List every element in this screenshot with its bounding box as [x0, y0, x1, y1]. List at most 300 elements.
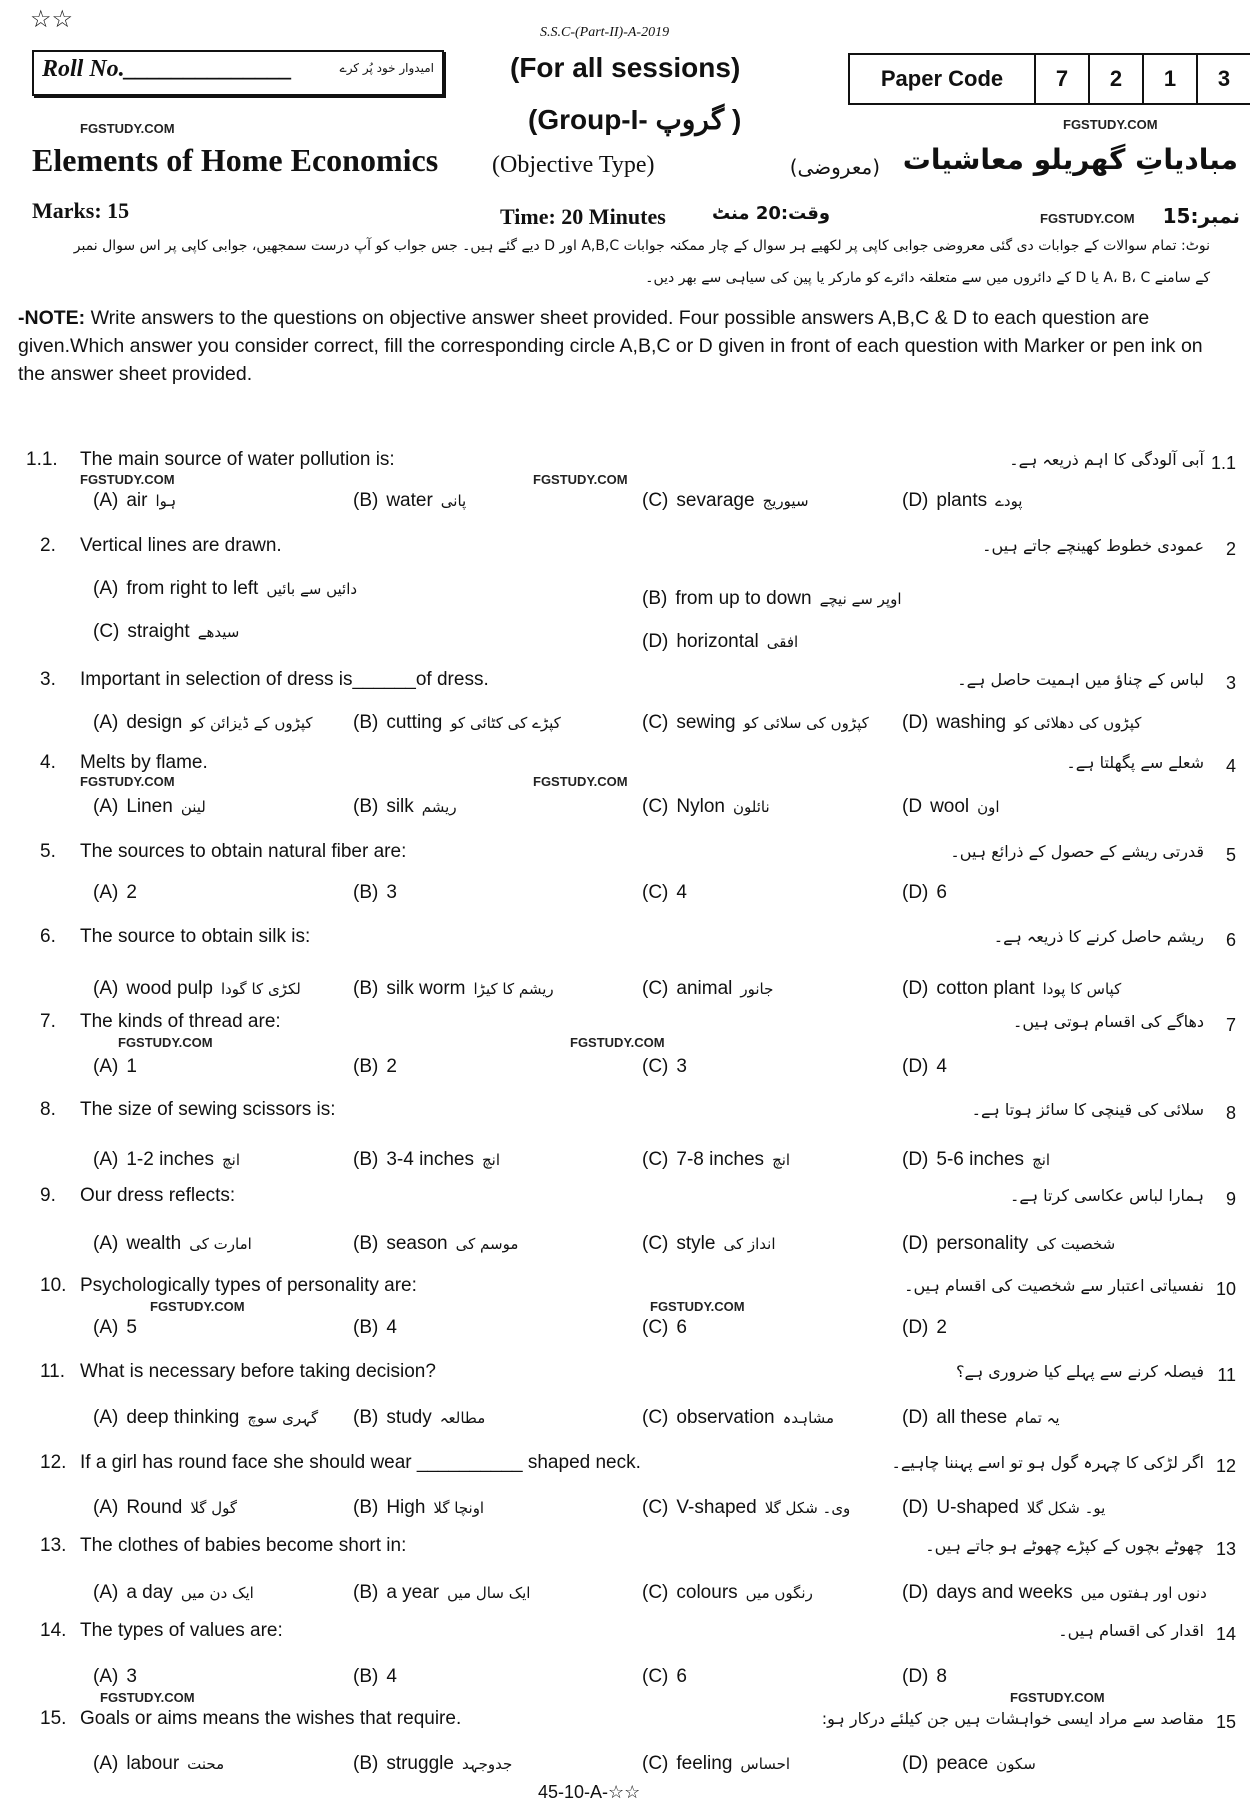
answer-option: [93, 1233, 252, 1255]
question-text-urdu: آبی آلودگی کا اہم ذریعہ ہے۔: [1009, 450, 1204, 469]
option-text-urdu: انداز کی: [723, 1235, 776, 1253]
option-letter: (C): [642, 1407, 669, 1428]
option-letter: (C): [642, 712, 669, 733]
option-text: personality: [936, 1233, 1029, 1254]
option-letter: (B): [353, 712, 379, 733]
question-text: Psychologically types of personality are:: [80, 1275, 417, 1296]
question-number-urdu: 11: [1217, 1365, 1236, 1385]
option-letter: (A): [93, 1582, 119, 1603]
option-letter: (A): [93, 1753, 119, 1774]
option-letter: (A): [93, 1149, 119, 1170]
question-number-urdu: 2: [1225, 539, 1236, 559]
question-text-urdu: لباس کے چناؤ میں اہمیت حاصل ہے۔: [957, 670, 1204, 689]
option-letter: (B): [353, 1753, 379, 1774]
option-text-urdu: مشاہدہ: [782, 1409, 835, 1427]
sessions-label: (For all sessions): [510, 52, 741, 83]
question-text-urdu: سلائی کی قینچی کا سائز ہوتا ہے۔: [971, 1100, 1204, 1119]
question-number-urdu: 9: [1225, 1189, 1236, 1209]
paper-code-label: Paper Code: [850, 55, 1036, 103]
option-letter: (A): [93, 1666, 119, 1687]
watermark: FGSTUDY.COM: [150, 1299, 245, 1314]
option-letter: (A): [93, 1056, 119, 1077]
option-text: peace: [936, 1753, 989, 1774]
option-text-urdu: امارت کی: [189, 1235, 252, 1253]
watermark: FGSTUDY.COM: [533, 472, 628, 487]
objective-type-label: (Objective Type): [492, 152, 655, 178]
question-number: 3.: [40, 669, 56, 690]
answer-option: [642, 712, 869, 734]
answer-option: [642, 1582, 813, 1604]
question-number-urdu: 5: [1225, 845, 1236, 865]
option-text-urdu: پودے: [995, 492, 1023, 510]
answer-option: [642, 978, 773, 1000]
question-text-urdu: قدرتی ریشے کے حصول کے ذرائع ہیں۔: [950, 842, 1204, 861]
option-letter: (D): [902, 882, 929, 903]
option-letter: (B): [353, 882, 379, 903]
question-number-urdu: 6: [1225, 930, 1236, 950]
answer-option: [93, 1753, 224, 1775]
option-letter: (B): [353, 490, 379, 511]
option-text-urdu: افقی: [766, 633, 799, 651]
question-number-urdu: 7: [1225, 1015, 1236, 1035]
option-letter: (D): [902, 1056, 929, 1077]
answer-option: [902, 978, 1121, 1000]
option-text-urdu: کپڑوں کے ڈیزائن کو: [190, 714, 313, 732]
option-text-urdu: انچ: [772, 1151, 791, 1169]
option-text-urdu: یہ تمام: [1015, 1409, 1060, 1427]
option-text-urdu: کپاس کا پودا: [1042, 980, 1122, 998]
option-text-urdu: مطالعہ: [439, 1409, 486, 1427]
option-text-urdu: یو۔ شکل گلا: [1026, 1499, 1106, 1517]
answer-option: [902, 712, 1141, 734]
option-text: a day: [126, 1582, 173, 1603]
question-number: 8.: [40, 1099, 56, 1120]
option-letter: (D): [902, 1149, 929, 1170]
paper-code-digit: 2: [1090, 55, 1144, 103]
answer-option: [353, 978, 554, 1000]
option-letter: (A): [93, 1497, 119, 1518]
option-letter: (B): [353, 1317, 379, 1338]
answer-option: [902, 1753, 1036, 1775]
answer-option: [902, 796, 1000, 818]
option-text: 6: [676, 1666, 687, 1687]
option-text-urdu: ہوا: [155, 492, 177, 510]
option-text: wealth: [126, 1233, 182, 1254]
option-letter: (A): [93, 712, 119, 733]
question-text-urdu: عمودی خطوط کھینچے جاتے ہیں۔: [982, 536, 1204, 555]
watermark: FGSTUDY.COM: [100, 1690, 195, 1705]
answer-option: [93, 1056, 137, 1078]
option-letter: (D): [902, 1407, 929, 1428]
answer-option: [93, 882, 137, 904]
option-text: Round: [126, 1497, 183, 1518]
question-text: If a girl has round face she should wear __________ shaped neck.: [80, 1452, 641, 1473]
option-text-urdu: ایک سال میں: [447, 1584, 531, 1602]
paper-code-digit: 1: [1144, 55, 1198, 103]
question-number: 10.: [40, 1275, 67, 1296]
answer-option: [642, 882, 687, 904]
marks-label: Marks: 15: [32, 198, 130, 223]
roll-number-box[interactable]: [32, 50, 444, 96]
answer-option: [353, 882, 397, 904]
option-letter: (C): [642, 490, 669, 511]
marks-urdu: نمبر:15: [1162, 204, 1240, 228]
watermark: FGSTUDY.COM: [80, 472, 175, 487]
option-text: colours: [676, 1582, 738, 1603]
option-text: 2: [386, 1056, 397, 1077]
option-text: animal: [676, 978, 733, 999]
option-text: 7-8 inches: [676, 1149, 765, 1170]
option-text-urdu: انچ: [222, 1151, 241, 1169]
option-text-urdu: لکڑی کا گودا: [220, 980, 301, 998]
option-text-urdu: ایک دن میں: [180, 1584, 254, 1602]
subject-title-urdu: مبادیاتِ گھریلو معاشیات: [902, 143, 1238, 176]
paper-code-digit: 7: [1036, 55, 1090, 103]
option-text-urdu: اونچا گلا: [433, 1499, 485, 1517]
option-letter: (A): [93, 1407, 119, 1428]
roll-number-urdu: امیدوار خود پُر کرے: [339, 61, 434, 75]
question-number-urdu: 13: [1215, 1539, 1236, 1559]
option-letter: (D): [902, 1582, 929, 1603]
option-letter: (C): [642, 796, 669, 817]
watermark: FGSTUDY.COM: [533, 774, 628, 789]
option-text-urdu: محنت: [187, 1755, 225, 1773]
answer-option: [642, 1666, 687, 1688]
option-text: from right to left: [126, 578, 259, 599]
option-text: 5-6 inches: [936, 1149, 1025, 1170]
answer-option: [93, 490, 176, 512]
question-number-urdu: 1.1: [1210, 453, 1236, 473]
option-letter: (D: [902, 796, 923, 817]
answer-option: [353, 1233, 518, 1255]
option-letter: (B): [353, 1149, 379, 1170]
option-text: horizontal: [676, 631, 759, 652]
option-letter: (D): [902, 1666, 929, 1687]
exam-label: S.S.C-(Part-II)-A-2019: [540, 25, 670, 40]
option-letter: (A): [93, 1317, 119, 1338]
option-text-urdu: اوپر سے نیچے: [819, 590, 902, 608]
option-text: 1: [126, 1056, 137, 1077]
option-text: silk: [386, 796, 414, 817]
footer-code: 45-10-A-☆☆: [538, 1782, 641, 1802]
watermark: FGSTUDY.COM: [1040, 211, 1135, 226]
option-text-urdu: موسم کی: [455, 1235, 519, 1253]
option-text: design: [126, 712, 183, 733]
note-urdu-line2: کے سامنے A، B، C یا D کے دائروں میں سے متعلقہ دائرے کو مارکر یا پین کی سیاہی سے بھر دیں۔: [645, 270, 1210, 286]
option-text: deep thinking: [126, 1407, 240, 1428]
answer-option: [642, 796, 770, 818]
answer-option: [902, 1056, 947, 1078]
option-text-urdu: جانور: [740, 980, 774, 998]
question-text: The clothes of babies become short in:: [80, 1535, 407, 1556]
option-letter: (D): [902, 1497, 929, 1518]
option-text: observation: [676, 1407, 775, 1428]
question-number-urdu: 10: [1215, 1279, 1236, 1299]
option-letter: (A): [93, 578, 119, 599]
answer-option: [902, 1233, 1115, 1255]
option-text: High: [386, 1497, 426, 1518]
answer-option: [902, 1582, 1207, 1604]
watermark: FGSTUDY.COM: [80, 774, 175, 789]
option-text: 6: [676, 1317, 687, 1338]
subject-title: Elements of Home Economics: [32, 142, 439, 178]
option-letter: (A): [93, 796, 119, 817]
option-letter: (C): [642, 1233, 669, 1254]
option-text-urdu: ریشم کا کیڑا: [473, 980, 554, 998]
answer-option: [642, 490, 809, 512]
answer-option: [353, 1407, 485, 1429]
option-letter: (B): [353, 1233, 379, 1254]
answer-option: [353, 796, 457, 818]
option-text: plants: [936, 490, 988, 511]
option-text-urdu: احساس: [740, 1755, 791, 1773]
option-text: style: [676, 1233, 716, 1254]
question-text: Goals or aims means the wishes that require.: [80, 1708, 462, 1729]
option-letter: (C): [642, 1056, 669, 1077]
question-text-urdu: اگر لڑکی کا چہرہ گول ہو تو اسے پہننا چاہیے۔: [891, 1453, 1204, 1472]
question-text: Our dress reflects:: [80, 1185, 236, 1206]
option-letter: (D): [902, 1753, 929, 1774]
question-number: 5.: [40, 841, 56, 862]
watermark: FGSTUDY.COM: [570, 1035, 665, 1050]
option-text: sevarage: [676, 490, 755, 511]
answer-option: [902, 1497, 1105, 1519]
watermark: FGSTUDY.COM: [1010, 1690, 1105, 1705]
option-text-urdu: اون: [977, 798, 1000, 816]
stars-mark: ☆☆: [30, 6, 74, 33]
question-text-urdu: چھوٹے بچوں کے کپڑے چھوٹے ہو جاتے ہیں۔: [925, 1536, 1204, 1555]
question-text: Melts by flame.: [80, 752, 208, 773]
note-text: Write answers to the questions on objective answer sheet provided. Four possible answers A,B,C & D to each question are given.Which answer you consider correct, fill the corresponding circle A,B,C or D given in front of each question with Marker or pen ink on the answer sheet provided.: [18, 307, 1203, 385]
answer-option: [642, 1753, 790, 1775]
option-text: 4: [386, 1317, 397, 1338]
question-text-urdu: مقاصد سے مراد ایسی خواہشات ہیں جن کیلئے درکار ہو:: [821, 1709, 1204, 1728]
answer-option: [93, 1317, 137, 1339]
option-text-urdu: گہری سوچ: [247, 1409, 319, 1427]
option-text-urdu: شخصیت کی: [1036, 1235, 1116, 1253]
option-letter: (B): [353, 1582, 379, 1603]
option-text: labour: [126, 1753, 180, 1774]
option-text: Linen: [126, 796, 173, 817]
option-letter: (C): [642, 978, 669, 999]
question-number: 14.: [40, 1620, 67, 1641]
option-text: U-shaped: [936, 1497, 1019, 1518]
option-text: 1-2 inches: [126, 1149, 214, 1170]
question-text: The sources to obtain natural fiber are:: [80, 841, 407, 862]
answer-option: [353, 1582, 530, 1604]
answer-option: [642, 1233, 776, 1255]
answer-option: [93, 712, 313, 734]
option-letter: (A): [93, 1233, 119, 1254]
answer-option: [642, 1407, 834, 1429]
option-text: cutting: [386, 712, 443, 733]
answer-option: [353, 712, 561, 734]
option-text: 8: [936, 1666, 947, 1687]
question-text: The kinds of thread are:: [80, 1011, 281, 1032]
group-label: (Group-I- گروپ ): [528, 104, 742, 135]
option-text-urdu: ریشم: [421, 798, 457, 816]
option-text: 6: [936, 882, 947, 903]
option-text-urdu: سیوریج: [762, 492, 809, 510]
question-text: The types of values are:: [80, 1620, 283, 1641]
option-letter: (C): [642, 1666, 669, 1687]
question-text: The source to obtain silk is:: [80, 926, 311, 947]
option-letter: (C): [93, 621, 120, 642]
option-letter: (A): [93, 882, 119, 903]
option-text-urdu: انچ: [1032, 1151, 1051, 1169]
question-number: 4.: [40, 752, 56, 773]
question-number: 11.: [40, 1361, 66, 1382]
option-text: water: [386, 490, 433, 511]
question-text: Vertical lines are drawn.: [80, 535, 282, 556]
question-number: 2.: [40, 535, 56, 556]
option-text-urdu: جدوجہد: [461, 1755, 513, 1773]
option-letter: (A): [93, 490, 119, 511]
answer-option: [93, 578, 357, 600]
option-text: 3: [386, 882, 397, 903]
option-text-urdu: پانی: [440, 492, 467, 510]
option-letter: (D): [642, 631, 669, 652]
answer-option: [93, 1582, 254, 1604]
option-text: all these: [936, 1407, 1008, 1428]
option-letter: (B): [353, 1056, 379, 1077]
option-text: 3: [676, 1056, 687, 1077]
question-number-urdu: 15: [1215, 1712, 1236, 1732]
option-text: season: [386, 1233, 448, 1254]
option-text-urdu: کپڑوں کی دھلائی کو: [1014, 714, 1142, 732]
option-text-urdu: کپڑے کی کٹائی کو: [450, 714, 561, 732]
option-letter: (C): [642, 1582, 669, 1603]
option-letter: (C): [642, 882, 669, 903]
paper-code-digit: 3: [1217, 66, 1231, 92]
option-letter: (C): [642, 1149, 669, 1170]
question-number-urdu: 14: [1215, 1624, 1236, 1644]
answer-option: [902, 882, 947, 904]
question-number: 1.1.: [26, 449, 58, 470]
option-text: V-shaped: [676, 1497, 757, 1518]
answer-option: [642, 1497, 850, 1519]
option-text: 5: [126, 1317, 137, 1338]
question-number-urdu: 4: [1225, 756, 1236, 776]
answer-option: [353, 1497, 484, 1519]
option-text: 4: [676, 882, 687, 903]
question-number: 6.: [40, 926, 56, 947]
answer-option: [93, 621, 239, 643]
watermark: FGSTUDY.COM: [80, 121, 175, 136]
option-text-urdu: لینن: [180, 798, 206, 816]
option-text-urdu: دنوں اور ہفتوں میں: [1080, 1584, 1207, 1602]
question-number: 7.: [40, 1011, 56, 1032]
option-text: feeling: [676, 1753, 733, 1774]
answer-option: [353, 1056, 397, 1078]
option-text: straight: [127, 621, 190, 642]
note-english: [18, 304, 1218, 388]
question-text-urdu: نفسیاتی اعتبار سے شخصیت کی اقسام ہیں۔: [904, 1276, 1204, 1295]
question-number: 12.: [40, 1452, 67, 1473]
question-text: The size of sewing scissors is:: [80, 1099, 336, 1120]
answer-option: [902, 1149, 1050, 1171]
option-letter: (B): [642, 588, 668, 609]
question-text-urdu: فیصلہ کرنے سے پہلے کیا ضروری ہے؟: [955, 1362, 1204, 1381]
option-text: struggle: [386, 1753, 454, 1774]
option-text: cotton plant: [936, 978, 1035, 999]
option-text: sewing: [676, 712, 736, 733]
option-letter: (C): [642, 1497, 669, 1518]
option-text: air: [126, 490, 148, 511]
question-number-urdu: 3: [1225, 673, 1236, 693]
option-letter: (C): [642, 1753, 669, 1774]
question-text-urdu: شعلے سے پگھلتا ہے۔: [1066, 753, 1204, 772]
question-text: Important in selection of dress is______of dress.: [80, 669, 489, 690]
question-text: The main source of water pollution is:: [80, 449, 395, 470]
option-text: study: [386, 1407, 432, 1428]
option-text: days and weeks: [936, 1582, 1073, 1603]
question-number-urdu: 8: [1225, 1103, 1236, 1123]
option-letter: (D): [902, 1317, 929, 1338]
option-text: 3-4 inches: [386, 1149, 474, 1170]
option-letter: (B): [353, 1407, 379, 1428]
option-text: 3: [126, 1666, 137, 1687]
option-letter: (D): [902, 712, 929, 733]
question-number: 9.: [40, 1185, 56, 1206]
option-letter: (B): [353, 796, 379, 817]
option-text: wood pulp: [126, 978, 213, 999]
option-text-urdu: دائیں سے بائیں: [266, 580, 358, 598]
note-label: -NOTE:: [18, 307, 86, 329]
option-letter: (C): [642, 1317, 669, 1338]
answer-option: [902, 1317, 947, 1339]
question-number: 13.: [40, 1535, 67, 1556]
option-text: 2: [936, 1317, 947, 1338]
answer-option: [93, 1407, 318, 1429]
option-text-urdu: انچ: [482, 1151, 501, 1169]
question-text: What is necessary before taking decision?: [80, 1361, 436, 1382]
time-urdu: وقت:20 منٹ: [712, 203, 831, 224]
option-text-urdu: سکون: [996, 1755, 1036, 1773]
answer-option: [353, 1317, 397, 1339]
option-text-urdu: سیدھے: [197, 623, 240, 641]
type-urdu: (معروضی): [789, 155, 880, 179]
question-number: 15.: [40, 1708, 67, 1729]
question-text-urdu: ریشم حاصل کرنے کا ذریعہ ہے۔: [993, 927, 1204, 946]
answer-option: [902, 1407, 1060, 1429]
option-text: 4: [386, 1666, 397, 1687]
question-text-urdu: دھاگے کی اقسام ہوتی ہیں۔: [1012, 1012, 1204, 1031]
answer-option: [93, 978, 301, 1000]
answer-option: [353, 1753, 512, 1775]
answer-option: [353, 1149, 500, 1171]
option-letter: (B): [353, 978, 379, 999]
answer-option: [93, 1149, 240, 1171]
option-text: silk worm: [386, 978, 466, 999]
question-text-urdu: اقدار کی اقسام ہیں۔: [1058, 1621, 1204, 1640]
answer-option: [902, 1666, 947, 1688]
option-text: Nylon: [676, 796, 725, 817]
option-text: 2: [126, 882, 137, 903]
option-text-urdu: گول گلا: [190, 1499, 237, 1517]
option-text: 4: [936, 1056, 947, 1077]
option-text-urdu: نائلون: [732, 798, 770, 816]
answer-option: [642, 1149, 790, 1171]
answer-option: [642, 1056, 687, 1078]
question-text-urdu: ہمارا لباس عکاسی کرتا ہے۔: [1009, 1186, 1204, 1205]
roll-number-label: Roll No.______________: [42, 56, 293, 82]
option-text-urdu: کپڑوں کی سلائی کو: [743, 714, 869, 732]
option-text-urdu: وی۔ شکل گلا: [764, 1499, 851, 1517]
question-number-urdu: 12: [1215, 1456, 1236, 1476]
answer-option: [353, 490, 466, 512]
option-text-urdu: رنگوں میں: [745, 1584, 813, 1602]
